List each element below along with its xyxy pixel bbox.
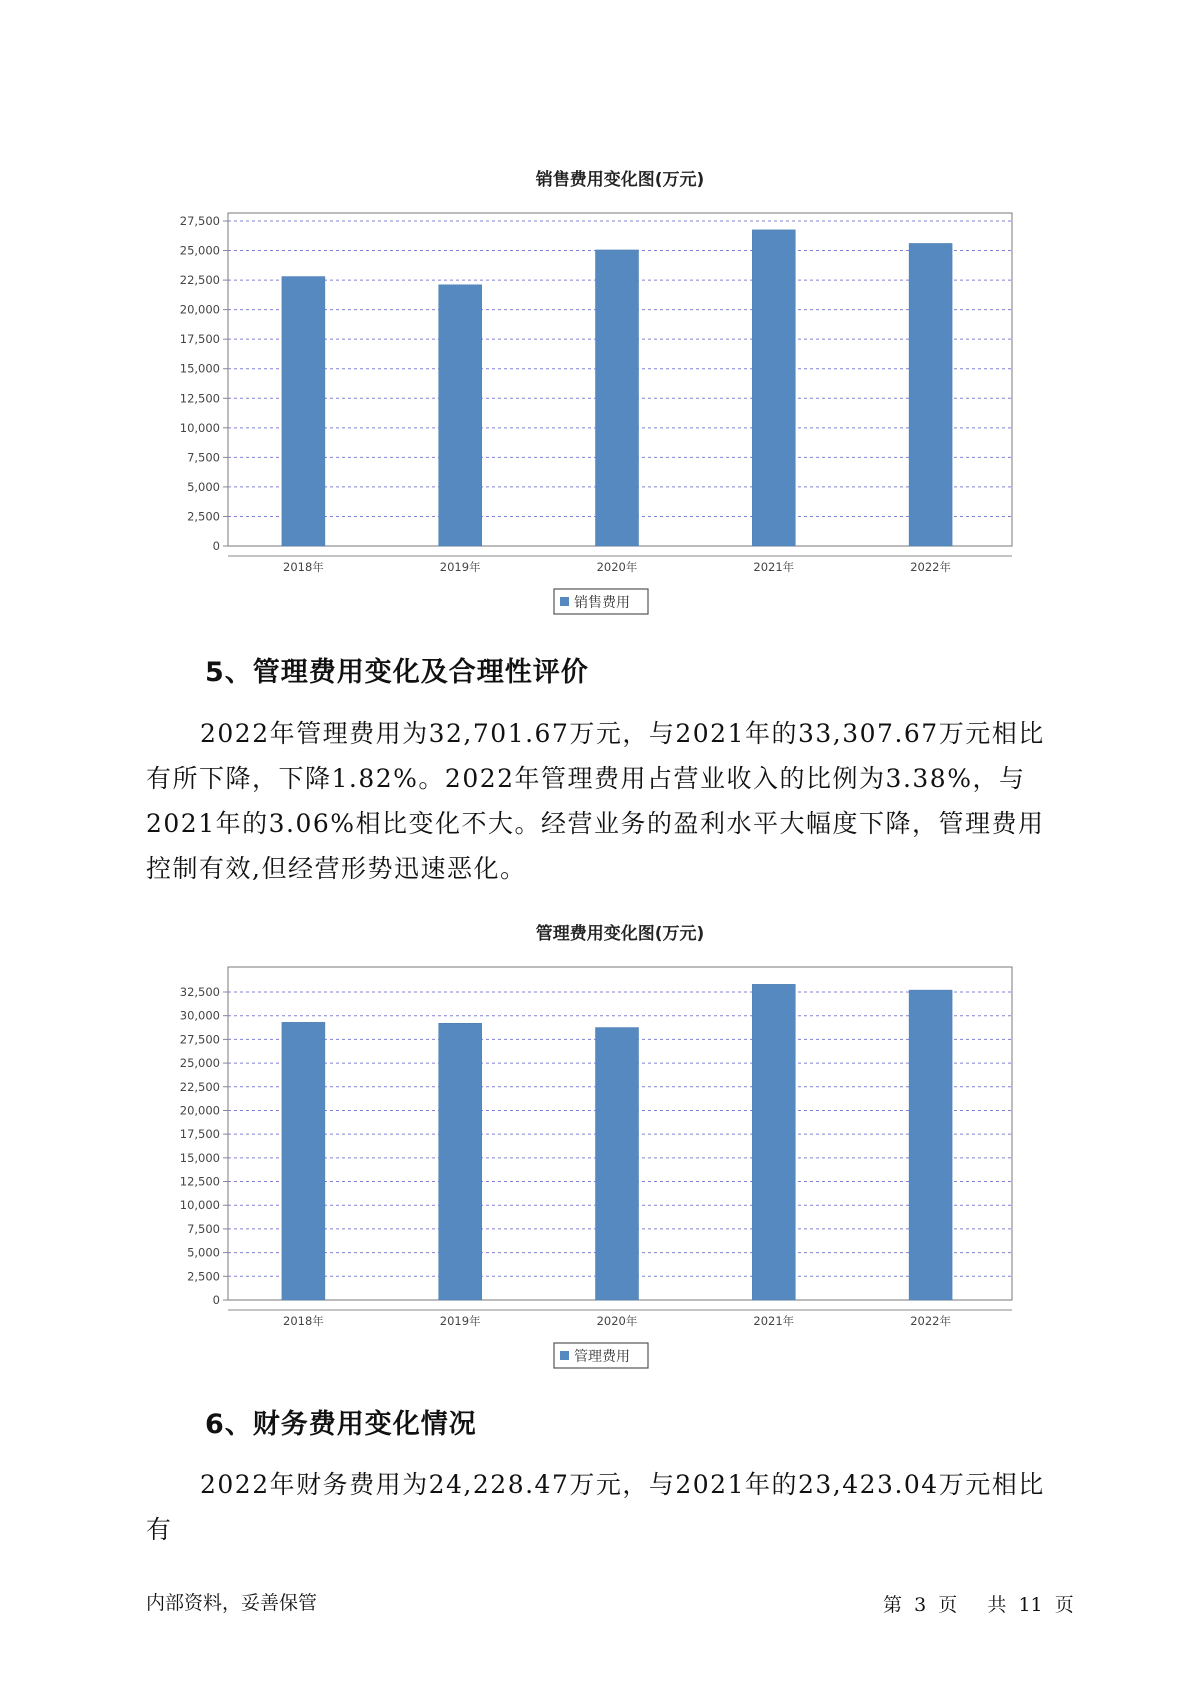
y-tick-label: 12,500 xyxy=(179,391,220,406)
section-6-paragraph: 2022年财务费用为24,228.47万元，与2021年的23,423.04万元相比有 xyxy=(146,1470,1045,1544)
total-prefix: 共 xyxy=(987,1594,1007,1616)
y-tick-label: 7,500 xyxy=(187,1221,220,1236)
x-tick-label: 2019年 xyxy=(439,1314,481,1328)
chart-title: 管理费用变化图(万元) xyxy=(535,924,705,944)
legend-label: 管理费用 xyxy=(574,1349,630,1365)
bar xyxy=(909,990,952,1300)
section-5-heading: 5、管理费用变化及合理性评价 xyxy=(205,657,589,688)
legend-label: 销售费用 xyxy=(574,595,630,611)
chart-title: 销售费用变化图(万元) xyxy=(535,170,705,190)
total-num: 11 xyxy=(1018,1594,1043,1616)
section-5-paragraph: 2022年管理费用为32,701.67万元，与2021年的33,307.67万元相比有所下降，下降1.82%。2022年管理费用占营业收入的比例为3.38%，与2021年的3.06%相比变化不大。经营业务的盈利水平大幅度下降，管理费用控制有效,但经营形势迅速恶化。 xyxy=(146,719,1045,883)
x-tick-label: 2019年 xyxy=(439,560,481,574)
y-tick-label: 20,000 xyxy=(179,302,220,317)
y-tick-label: 25,000 xyxy=(179,243,220,258)
y-tick-label: 32,500 xyxy=(179,985,220,999)
x-tick-label: 2022年 xyxy=(910,560,951,574)
legend-swatch xyxy=(560,1351,569,1360)
y-tick-label: 17,500 xyxy=(179,332,220,347)
y-tick-label: 30,000 xyxy=(179,1008,220,1023)
x-tick-label: 2020年 xyxy=(596,1314,638,1328)
y-tick-label: 22,500 xyxy=(179,1079,220,1094)
total-unit: 页 xyxy=(1054,1594,1074,1616)
y-tick-label: 22,500 xyxy=(179,273,220,288)
bar xyxy=(596,1028,639,1300)
bar xyxy=(439,1023,482,1300)
y-tick-label: 12,500 xyxy=(179,1174,220,1189)
y-tick-label: 5,000 xyxy=(187,1245,220,1260)
x-tick-label: 2018年 xyxy=(283,1314,324,1328)
x-tick-label: 2021年 xyxy=(753,560,795,574)
y-tick-label: 15,000 xyxy=(179,361,220,376)
x-tick-label: 2020年 xyxy=(596,560,638,574)
x-tick-label: 2022年 xyxy=(910,1314,951,1328)
y-tick-label: 2,500 xyxy=(187,1269,220,1284)
x-tick-label: 2018年 xyxy=(283,560,324,574)
bar xyxy=(282,1022,325,1300)
y-tick-label: 27,500 xyxy=(179,1032,220,1047)
y-tick-label: 10,000 xyxy=(179,1198,220,1213)
footer-page-number xyxy=(880,1590,1077,1617)
y-tick-label: 25,000 xyxy=(179,1056,220,1071)
y-tick-label: 15,000 xyxy=(179,1150,220,1165)
section-6-heading: 6、财务费用变化情况 xyxy=(205,1409,477,1440)
y-tick-label: 10,000 xyxy=(179,420,220,435)
y-tick-label: 5,000 xyxy=(187,479,220,494)
x-tick-label: 2021年 xyxy=(753,1314,795,1328)
y-tick-label: 2,500 xyxy=(187,509,220,524)
bar xyxy=(752,984,795,1300)
footer-confidential-note: 内部资料，妥善保管 xyxy=(146,1592,318,1614)
y-tick-label: 7,500 xyxy=(187,450,220,465)
page-num: 3 xyxy=(914,1594,927,1616)
y-tick-label: 0 xyxy=(212,1293,220,1307)
y-tick-label: 17,500 xyxy=(179,1127,220,1142)
page-unit: 页 xyxy=(938,1594,958,1616)
y-tick-label: 27,500 xyxy=(179,214,220,228)
y-tick-label: 20,000 xyxy=(179,1103,220,1118)
page-prefix: 第 xyxy=(883,1594,903,1616)
y-tick-label: 0 xyxy=(212,539,220,553)
